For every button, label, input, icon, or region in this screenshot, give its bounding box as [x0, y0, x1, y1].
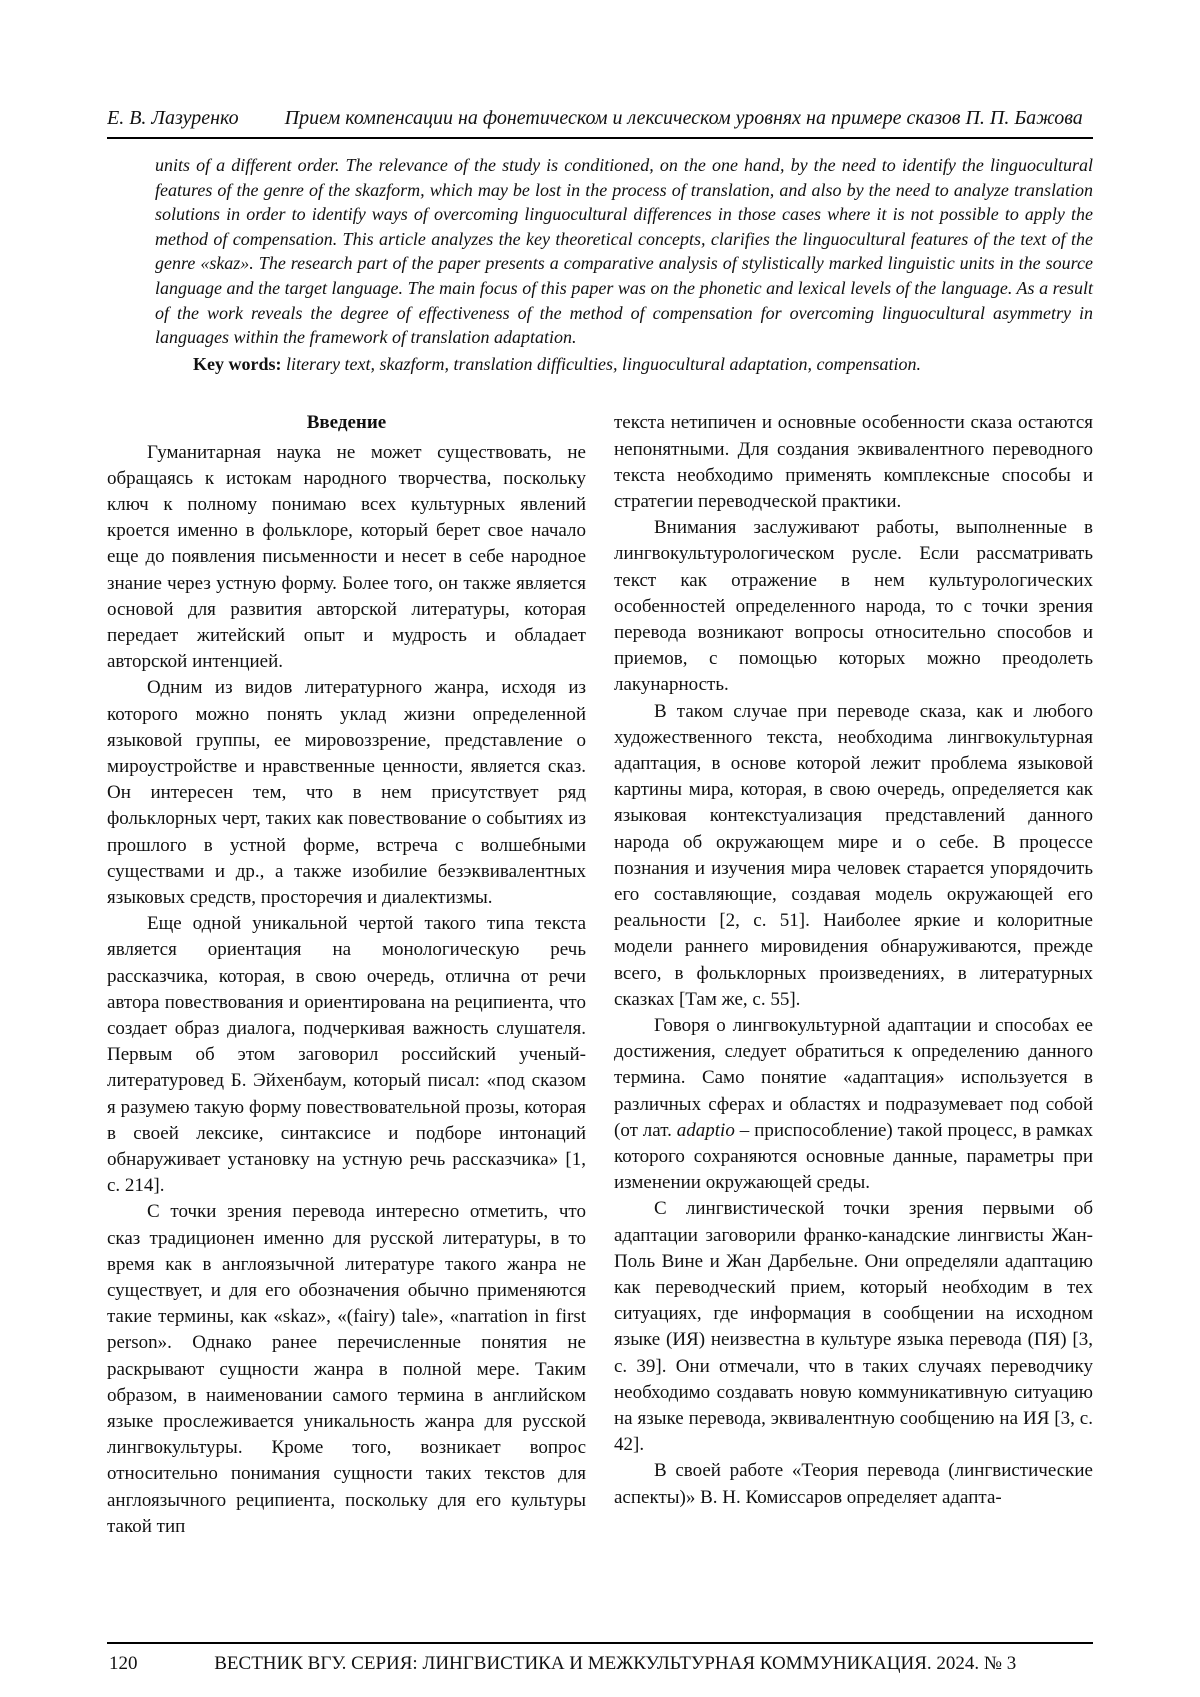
keywords-text: literary text, skazform, translation difficulties, linguocultural adaptation, compensation.: [281, 353, 921, 374]
left-column: [107, 410, 586, 1540]
paragraph-text: – приспособление) такой процесс, в рамках которого сохраняются основные данные, параметры при изменении окружающей среды.: [614, 1119, 1093, 1194]
paragraph: Внимания заслуживают работы, выполненные в лингвокультурологическом русле. Если рассматривать текст как отражение в нем культурологических особенностей определенного народа, то с точки зрения перевода возникают вопросы относительно способов и приемов, с помощью которых можно преодолеть лакунарность.: [614, 517, 1093, 696]
keywords-label: Key words:: [193, 353, 282, 374]
running-head-title: Прием компенсации на фонетическом и лексическом уровнях на примере сказов П. П. Бажова: [284, 107, 1083, 129]
paragraph-continuation: текста нетипичен и основные особенности сказа остаются непонятными. Для создания эквивалентного переводного текста необходимо применять комплексные способы и стратегии переводческой практики.: [614, 412, 1093, 512]
abstract-block: [155, 153, 1093, 376]
page-number: 120: [109, 1653, 138, 1674]
paragraph: Одним из видов литературного жанра, исходя из которого можно понять уклад жизни определенной языковой группы, ее мировоззрение, представление о мироустройстве и нравственные ценности, является сказ. Он интересен тем, что в нем присутствует ряд фольклорных черт, таких как повествование о событиях из прошлого в устной форме, встреча с волшебными существами и др., а также изобилие безэквивалентных языковых средств, просторечия и диалектизмы.: [107, 677, 586, 908]
paragraph: С точки зрения перевода интересно отметить, что сказ традиционен именно для русской литературы, в то время как в англоязычной литературе такого жанра не существует, и для его обозначения обычно применяются такие термины, как «skaz», «(fairy) tale», «narration in first person». Однако ранее перечисленные понятия не раскрывают сущности жанра в полной мере. Таким образом, в наименовании самого термина в английском языке прослеживается уникальность жанра для русской лингвокультуры. Кроме того, возникает вопрос относительно понимания сущности таких текстов для англоязычного реципиента, поскольку для его культуры такой тип: [107, 1201, 586, 1537]
paragraph-text: Говоря о лингвокультурной адаптации и способах ее достижения, следует обратиться к определению данного термина. Само понятие «адаптация» используется в различных сферах и областях и подразумевает под собой (от лат.: [614, 1015, 1093, 1141]
paragraph: [614, 1013, 1093, 1196]
paragraph: С лингвистической точки зрения первыми об адаптации заговорили франко-канадские лингвисты Жан-Поль Вине и Жан Дарбельне. Они определяли адаптацию как переводческий прием, который необходим в тех ситуациях, где информация в сообщении на исходном языке (ИЯ) неизвестна в культуре языка перевода (ПЯ) [3, с. 39]. Они отмечали, что в таких случаях переводчику необходимо создавать новую коммуникативную ситуацию на языке перевода, эквивалентную сообщению на ИЯ [3, с. 42].: [614, 1198, 1093, 1456]
paragraph: Гуманитарная наука не может существовать, не обращаясь к истокам народного творчества, поскольку ключ к полному понимаю всех культурных явлений кроется именно в фольклоре, который берет свое начало еще до появления письменности и несет в себе народное знание через устную форму. Более того, он также является основой для развития авторской литературы, которая передает житейский опыт и мудрость и обладает авторской интенцией.: [107, 441, 586, 673]
paragraph: Еще одной уникальной чертой такого типа текста является ориентация на монологическую речь рассказчика, которая, в свою очередь, отлична от речи автора повествования и ориентирована на реципиента, что создает образ диалога, подчеркивая важность слушателя. Первым об этом заговорил российский ученый-литературовед Б. Эйхенбаум, который писал: «под сказом я разумею такую форму повествовательной прозы, которая в своей лексике, синтаксисе и подборе интонаций обнаруживает установку на устную речь рассказчика» [1, с. 214].: [107, 913, 586, 1197]
paragraph: В таком случае при переводе сказа, как и любого художественного текста, необходима лингвокультурная адаптация, в основе которой лежит проблема языковой картины мира, которая, в свою очередь, определяется как языковая контекстуализация представлений данного народа об окружающем мире и о себе. В процессе познания и изучения мира человек старается упорядочить его составляющие, создавая модель окружающей его реальности [2, с. 51]. Наиболее яркие и колоритные модели раннего мировидения обнаруживаются, прежде всего, в фольклорных произведениях, в литературных сказках [Там же, с. 55].: [614, 700, 1093, 1010]
paragraph: В своей работе «Теория перевода (лингвистические аспекты)» В. Н. Комиссаров определяет адапта-: [614, 1460, 1093, 1508]
running-head-author: Е. В. Лазуренко: [107, 107, 239, 129]
page-footer: [107, 1642, 1093, 1675]
latin-term: adaptio: [676, 1119, 735, 1141]
running-head: [107, 106, 1093, 130]
article-body: [107, 410, 1093, 1540]
right-column: [614, 410, 1093, 1540]
journal-title-line: ВЕСТНИК ВГУ. СЕРИЯ: ЛИНГВИСТИКА И МЕЖКУЛЬТУРНАЯ КОММУНИКАЦИЯ. 2024. № 3: [214, 1653, 1017, 1674]
section-heading-introduction: Введение: [306, 412, 387, 434]
header-divider: [107, 137, 1093, 139]
keywords-line: [155, 352, 1093, 377]
abstract-text: units of a different order. The relevance of the study is conditioned, on the one hand, by the need to identify the linguocultural features of the genre of the skazform, which may be lost in the process of translation, and also by the need to analyze translation solutions in order to identify ways of overcoming linguocultural differences in those cases where it is not possible to apply the method of compensation. This article analyzes the key theoretical concepts, clarifies the linguocultural features of the text of the genre «skaz». The research part of the paper presents a comparative analysis of stylistically marked linguistic units in the source language and the target language. The main focus of this paper was on the phonetic and lexical levels of the language. As a result of the work reveals the degree of effectiveness of the method of compensation for overcoming linguocultural asymmetry in languages within the framework of translation adaptation.: [155, 155, 1093, 348]
